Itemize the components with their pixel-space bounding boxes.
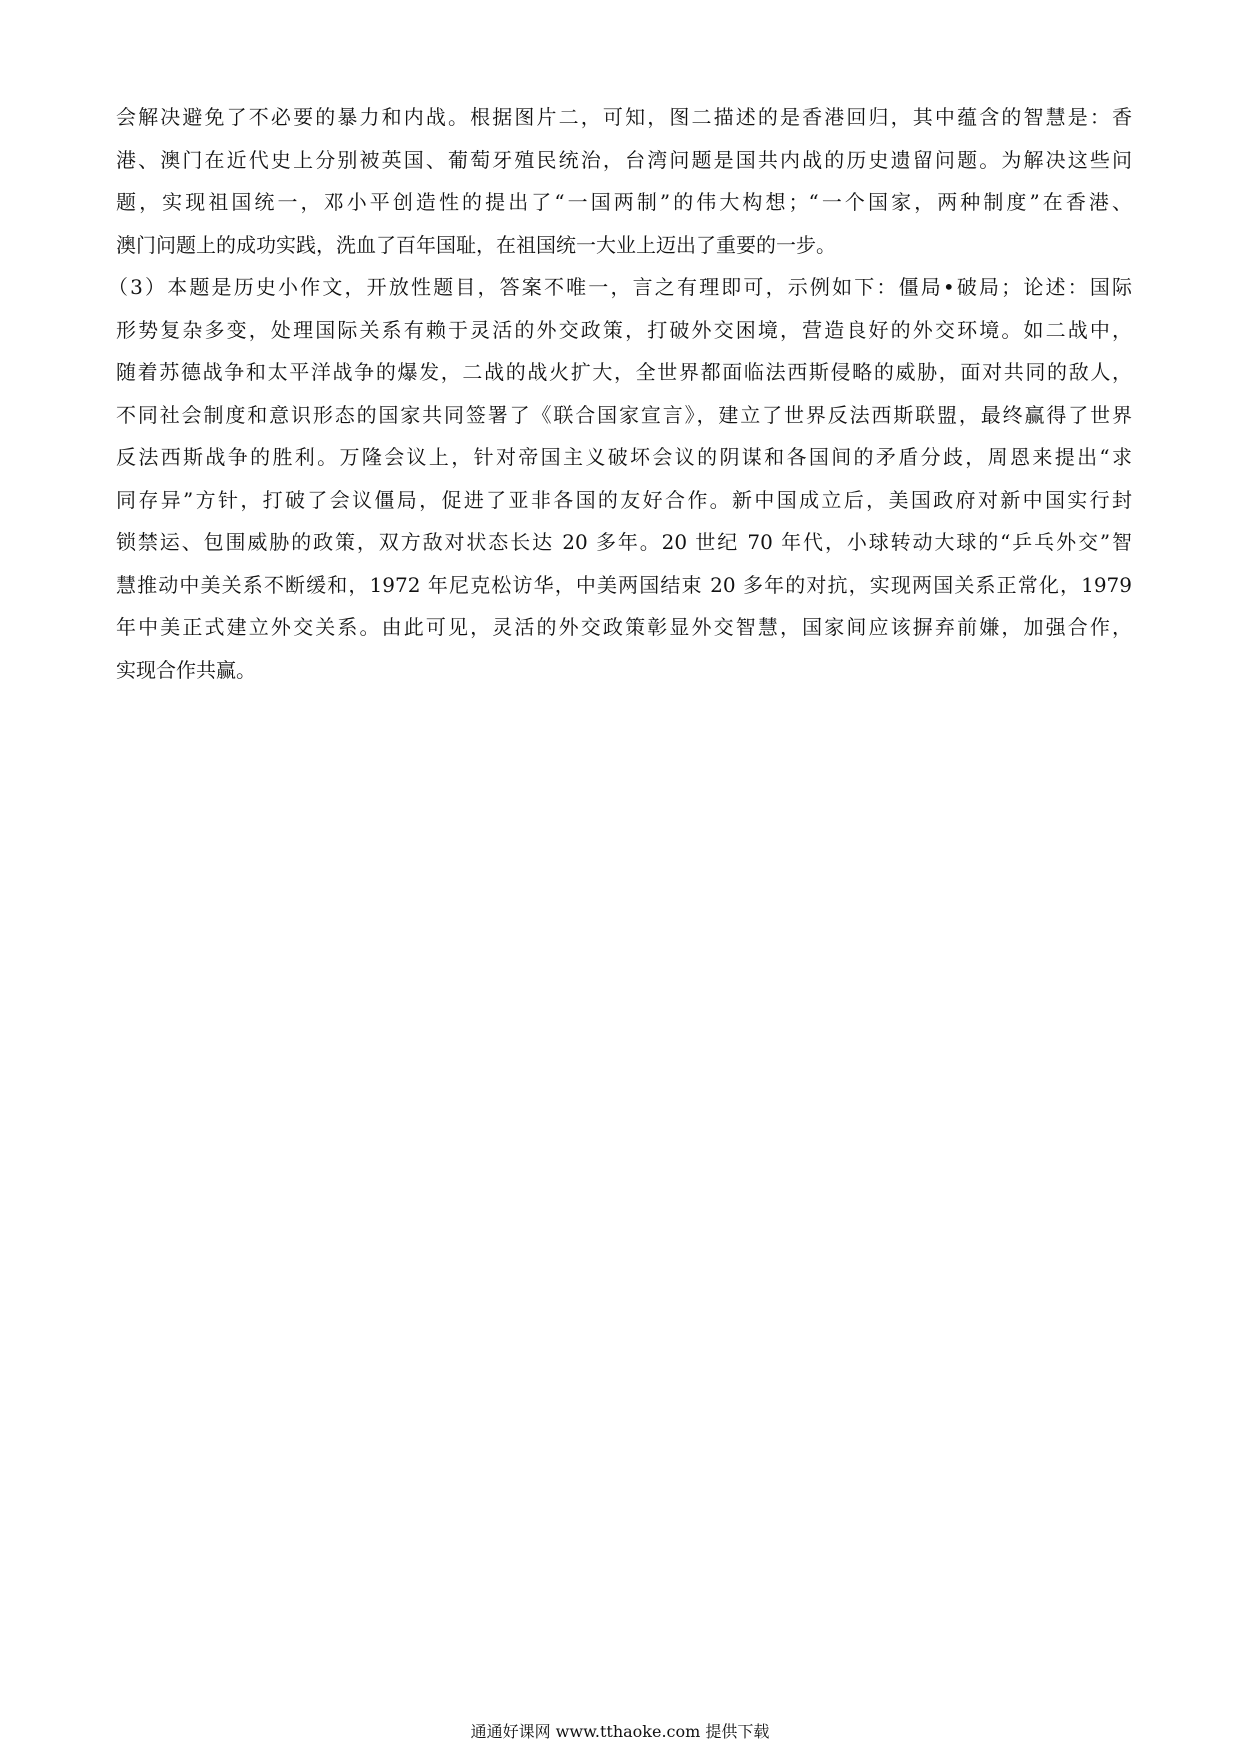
text-line: 实现合作共赢。: [116, 657, 256, 682]
text-line: 年中美正式建立外交关系。由此可见，灵活的外交政策彰显外交智慧，国家间应该摒弃前嫌，加强合作，: [116, 615, 1132, 639]
text-line: 澳门问题上的成功实践，洗血了百年国耻，在祖国统一大业上迈出了重要的一步。: [116, 232, 836, 257]
text-line: 同存异”方针，打破了会议僵局，促进了亚非各国的友好合作。新中国成立后，美国政府对新中国实行封: [116, 487, 1132, 512]
text-line: 会解决避免了不必要的暴力和内战。根据图片二，可知，图二描述的是香港回归，其中蕴含的智慧是：香: [116, 105, 1132, 129]
paragraph-answer-2: [116, 96, 1132, 266]
text-line: 题，实现祖国统一，邓小平创造性的提出了“一国两制”的伟大构想；“一个国家，两种制度”在香港、: [116, 190, 1132, 214]
text-line: 锁禁运、包围威胁的政策，双方敌对状态长达 20 多年。20 世纪 70 年代，小球转动大球的“乒乓外交”智: [116, 530, 1132, 554]
text-line: （3）本题是历史小作文，开放性题目，答案不唯一，言之有理即可，示例如下：僵局•破局；论述：国际: [108, 275, 1132, 299]
text-line: 反法西斯战争的胜利。万隆会议上，针对帝国主义破坏会议的阴谋和各国间的矛盾分歧，周恩来提出“求: [116, 445, 1132, 469]
text-line: 慧推动中美关系不断缓和，1972 年尼克松访华，中美两国结束 20 多年的对抗，实现两国关系正常化，1979: [116, 572, 1132, 597]
paragraph-answer-3: [108, 266, 1132, 691]
text-line: 形势复杂多变，处理国际关系有赖于灵活的外交政策，打破外交困境，营造良好的外交环境。如二战中，: [116, 317, 1132, 342]
document-body: [108, 96, 1132, 691]
text-line: 港、澳门在近代史上分别被英国、葡萄牙殖民统治，台湾问题是国共内战的历史遗留问题。为解决这些问: [116, 147, 1132, 172]
page-footer: 通通好课网 www.tthaoke.com 提供下载: [470, 1722, 770, 1741]
text-line: 随着苏德战争和太平洋战争的爆发，二战的战火扩大，全世界都面临法西斯侵略的威胁，面对共同的敌人，: [116, 360, 1132, 384]
text-line: 不同社会制度和意识形态的国家共同签署了《联合国家宣言》，建立了世界反法西斯联盟，最终赢得了世界: [116, 402, 1132, 427]
